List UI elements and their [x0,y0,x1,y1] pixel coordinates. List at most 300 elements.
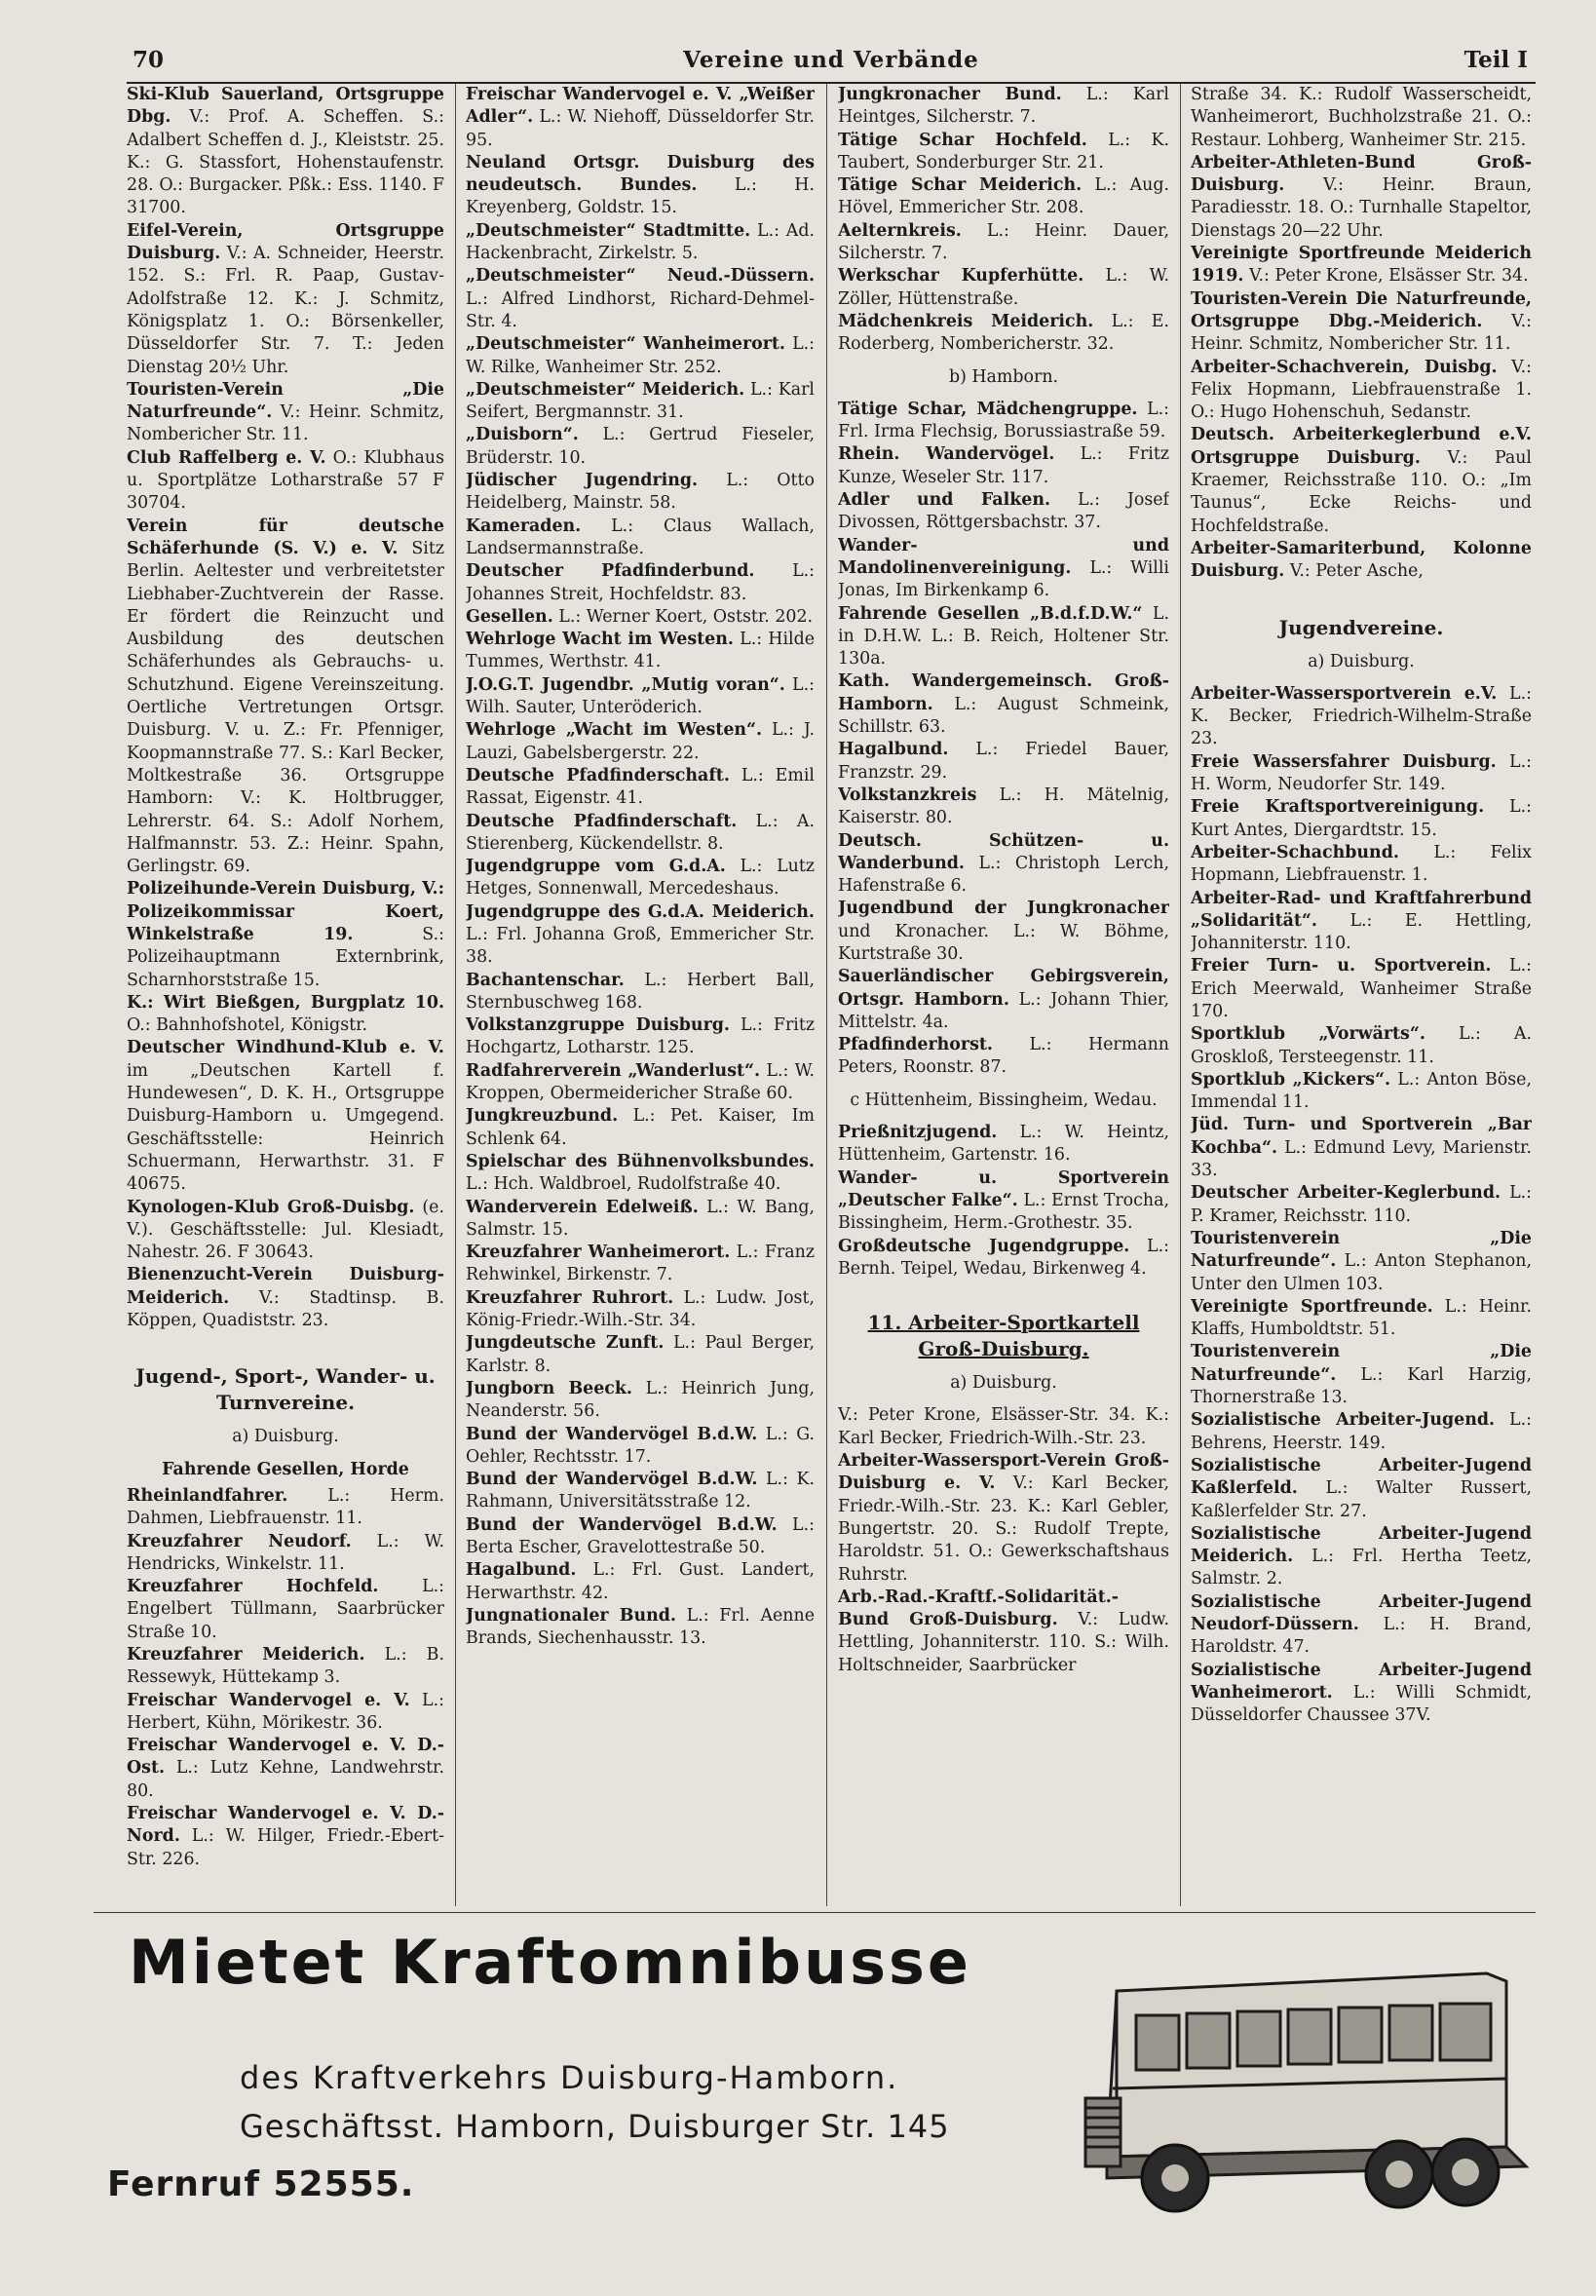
entry-name: Sportklub „Vorwärts“. [1191,1024,1425,1045]
entry-name: Hagalbund. [838,740,949,760]
entry-name: Deutsche Pfadfinderschaft. [466,811,738,831]
entry-name: Vereinigte Sportfreunde. [1191,1296,1433,1317]
directory-entry [1191,1228,1532,1296]
entry-details: L.: Herbert Ball, Sternbuschweg 168. [466,970,815,1013]
entry-name: Touristenverein „Die Naturfreunde“. [1191,1228,1532,1272]
entry-name: Deutscher Windhund-Klub e. V. [127,1038,444,1058]
directory-entry [466,1514,815,1560]
directory-entry [1191,888,1532,956]
directory-entry [838,311,1169,357]
entry-name: Aelternkreis. [838,220,962,241]
entry-details: L.: H. Mätelnig, Kaiserstr. 80. [838,784,1169,828]
advertisement [94,1912,1536,2244]
entry-name: Eifel-Verein, Ortsgruppe Duisburg. [127,220,444,264]
directory-entry [127,1197,444,1265]
entry-details: V.: Karl Becker, Friedr.-Wilh.-Str. 23. K.: Karl Gebler, Bungertstr. 20. S.: Rudolf Trepte, Haroldstr. 51. O.: Gewerkschaftshaus Ruhrstr. [838,1473,1169,1585]
entry-details: L.: J. Lauzi, Gabelsbergerstr. 22. [466,720,815,763]
entry-name: „Deutschmeister“ Stadtmitte. [466,220,751,241]
entry-details: V.: Stadtinsp. B. Köppen, Quadiststr. 23. [127,1287,444,1331]
directory-entry [1191,152,1532,243]
entry-name: Bund der Wandervögel B.d.W. [466,1424,758,1444]
page-number: 70 [133,47,165,73]
entry-name: Arbeiter-Rad- und Kraftfahrerbund „Solidarität“. [1191,888,1532,931]
entry-name: Jugendbund der Jungkronacher [838,899,1169,919]
page-header [127,47,1536,84]
entry-name: Ski-Klub Sauerland, Ortsgruppe Dbg. [127,85,444,128]
entry-name: Verein für deutsche Schäferhunde (S. V.) e. V. [127,516,444,558]
column-rule [1180,84,1181,1906]
entry-name: K.: Wirt Bießgen, Burgplatz 10. [127,992,444,1013]
directory-entry [127,1485,444,1531]
entry-name: Wanderverein Edelweiß. [466,1197,699,1217]
entry-details: L.: H. Brand, Haroldstr. 47. [1191,1615,1532,1658]
directory-entry [466,516,815,561]
entry-name: Volkstanzgruppe Duisburg. [466,1015,730,1036]
entry-name: „Deutschmeister“ Wanheimerort. [466,334,785,355]
entry-details: L.: Frl. Hertha Teetz, Salmstr. 2. [1191,1547,1532,1589]
entry-details: L.: Ludw. Jost, König-Friedr.-Wilh.-Str. 34. [466,1287,815,1331]
entry-details: L.: H. Worm, Neudorfer Str. 149. [1191,751,1532,795]
ad-company: des Kraftverkehrs Duisburg-Hamborn. [240,2059,899,2096]
entry-name: Arbeiter-Wassersport-Verein Groß-Duisburg e. V. [838,1451,1169,1494]
entry-details: L.: W. Rilke, Wanheimer Str. 252. [466,334,815,377]
entry-name: Hagalbund. [466,1560,577,1581]
entry-name: Großdeutsche Jugendgruppe. [838,1236,1130,1256]
entry-name: Wander- und Mandolinenvereinigung. [838,535,1169,578]
directory-entry [1191,1341,1532,1409]
entry-name: Sauerländischer Gebirgsverein, Ortsgr. Hamborn. [838,967,1169,1010]
directory-entry [838,399,1169,444]
entry-details: L.: W. Bang, Salmstr. 15. [466,1197,815,1240]
directory-entry [466,1242,815,1287]
entry-details: L.: Friedel Bauer, Franzstr. 29. [838,740,1169,783]
entry-details: L.: Johann Thier, Mittelstr. 4a. [838,989,1169,1032]
directory-entry [838,1122,1169,1167]
entry-name: Wehrloge Wacht im Westen. [466,630,734,650]
entry-details: V.: Ludw. Hettling, Johanniterstr. 110. S.: Wilh. Holtschneider, Saarbrücker [838,1610,1169,1675]
entry-name: Arbeiter-Samariterbund, Kolonne Duisburg. [1191,538,1532,582]
directory-entry [127,1531,444,1577]
entry-details: V.: Heinr. Schmitz, Nombericher Str. 11. [127,402,444,445]
directory-entry [466,379,815,425]
entry-name: Freie Wassersfahrer Duisburg. [1191,751,1497,772]
directory-entry [466,333,815,379]
entry-name: Sozialistische Arbeiter-Jugend Kaßlerfeld. [1191,1455,1532,1499]
directory-entry [466,1060,815,1106]
entry-name: Jungdeutsche Zunft. [466,1333,665,1354]
directory-entry [838,220,1169,266]
entry-details: L.: K. Taubert, Sonderburger Str. 21. [838,130,1169,172]
entry-name: Club Raffelberg e. V. [127,447,326,468]
directory-entry [127,1690,444,1736]
entry-details: L.: B. Ressewyk, Hüttekamp 3. [127,1645,444,1688]
entry-name: Deutscher Arbeiter-Keglerbund. [1191,1183,1501,1204]
entry-name: Arbeiter-Athleten-Bund Groß-Duisburg. [1191,152,1532,196]
section-heading: Jugendvereine. [1278,615,1444,639]
directory-entry [1191,288,1532,357]
running-title: Vereine und Verbände [683,47,979,73]
directory-entry [838,1404,1169,1450]
entry-details: L.: K. Becker, Friedrich-Wilhelm-Straße 23. [1191,683,1532,749]
entry-name: „Deutschmeister“ Meiderich. [466,379,745,400]
entry-name: Sozialistische Arbeiter-Jugend Meiderich. [1191,1523,1532,1567]
entry-name: Sozialistische Arbeiter-Jugend Wanheimerort. [1191,1660,1532,1703]
directory-entry [466,1559,815,1605]
entry-details: L.: Frl. Irma Flechsig, Borussiastraße 59. [838,399,1169,442]
entry-details: S.: Polizeihauptmann Externbrink, Scharnhorststraße 15. [127,924,444,990]
directory-entry [127,84,444,220]
directory-entry [838,1236,1169,1282]
entry-details: L.: Karl Seifert, Bergmannstr. 31. [466,379,815,423]
entry-name: Deutsch. Schützen- u. Wanderbund. [838,830,1169,873]
entry-name: Sozialistische Arbeiter-Jugend Neudorf-Düssern. [1191,1591,1532,1634]
directory-entry [466,1469,815,1514]
entry-details: L.: Walter Russert, Kaßlerfelder Str. 27. [1191,1478,1532,1521]
bus-illustration [1078,1923,1536,2235]
entry-details: L.: K. Rahmann, Universitätsstraße 12. [466,1470,815,1512]
directory-entry [1191,796,1532,842]
entry-details: V.: A. Schneider, Heerstr. 152. S.: Frl. R. Paap, Gustav-Adolfstraße 12. K.: J. Schmitz, Königsplatz 1. O.: Börsenkeller, Düsseldorfer Str. 7. T.: Jeden Dienstag 20½ Uhr. [127,244,444,377]
directory-entry [838,265,1169,311]
directory-entry [1191,538,1532,584]
entry-name: Volkstanzkreis [838,784,977,805]
entry-details: L.: Kurt Antes, Diergardtstr. 15. [1191,797,1532,840]
entry-details: L.: G. Oehler, Rechtsstr. 17. [466,1424,815,1467]
directory-entry [127,992,444,1038]
entry-details: V.: Heinr. Braun, Paradiesstr. 18. O.: Turnhalle Stapeltor, Dienstags 20—22 Uhr. [1191,175,1532,241]
directory-entry [466,1378,815,1424]
directory-entry [466,1605,815,1651]
directory-entry [466,84,815,152]
section-heading: Jugend-, Sport-, Wander- u. Turnvereine. [135,1364,436,1415]
column-rule [826,84,827,1906]
entry-details: L.: Aug. Hövel, Emmericher Str. 208. [838,175,1169,218]
entry-details: L.: Gertrud Fieseler, Brüderstr. 10. [466,425,815,468]
column-3 [838,84,1169,1906]
entry-name: Bachantenschar. [466,970,625,990]
directory-entry [466,970,815,1015]
directory-entry [1191,955,1532,1023]
entry-details: L.: Willi Schmidt, Düsseldorfer Chaussee 37V. [1191,1682,1532,1726]
entry-details: L.: Anton Böse, Immendal 11. [1191,1069,1532,1113]
directory-entry [466,606,815,629]
entry-name: Deutscher Pfadfinderbund. [466,561,755,582]
entry-name: Jüd. Turn- und Sportverein „Bar Kochba“. [1191,1115,1532,1158]
entry-name: Freischar Wandervogel e. V. D.-Nord. [127,1804,444,1847]
directory-entry [1191,842,1532,888]
entry-name: Touristenverein „Die Naturfreunde“. [1191,1342,1532,1385]
entry-details: L.: W. Heintz, Hüttenheim, Gartenstr. 16. [838,1123,1169,1166]
directory-entry [127,1037,444,1196]
entry-details: L.: Ad. Hackenbracht, Zirkelstr. 5. [466,220,815,264]
directory-entry [1191,1296,1532,1342]
entry-name: Freier Turn- u. Sportverein. [1191,956,1492,976]
entry-name: Freie Kraftsportvereinigung. [1191,797,1485,818]
entry-name: Sozialistische Arbeiter-Jugend. [1191,1410,1496,1431]
entry-name: Arb.-Rad.-Kraftf.-Solidarität.-Bund Groß-Duisburg. [838,1587,1120,1630]
column-2 [466,84,815,1906]
entry-name: Jungborn Beeck. [466,1378,632,1398]
directory-entry [1191,357,1532,425]
directory-entry [838,443,1169,489]
entry-details: L.: Bernh. Teipel, Wedau, Birkenweg 4. [838,1236,1169,1279]
entry-details: L.: Werner Koert, Oststr. 202. [552,606,814,627]
directory-entry [466,424,815,470]
directory-entry [466,811,815,857]
directory-entry [1191,683,1532,751]
directory-entry [127,516,444,879]
entry-name: Bund der Wandervögel B.d.W. [466,1514,778,1535]
directory-entry [838,174,1169,220]
entry-details: L.: Heinr. Dauer, Silcherstr. 7. [838,220,1169,264]
entry-details: L.: Wilh. Sauter, Unteröderich. [466,674,815,718]
entry-name: Adler und Falken. [838,490,1051,511]
entry-details: (e. V.). Geschäftsstelle: Jul. Klesiadt, Nahestr. 26. F 30643. [127,1197,444,1263]
entry-name: Pfadfinderhorst. [838,1035,993,1055]
entry-details: L.: Josef Divossen, Röttgersbachstr. 37. [838,490,1169,533]
entry-details: L.: W. Hilger, Friedr.-Ebert-Str. 226. [127,1826,444,1869]
entry-name: Arbeiter-Wassersportverein e.V. [1191,683,1498,704]
ad-phone: Fernruf 52555. [107,2164,415,2204]
directory-entry [1191,1182,1532,1228]
entry-details: L.: Alfred Lindhorst, Richard-Dehmel-Str. 4. [466,288,815,331]
entry-name: Kreuzfahrer Hochfeld. [127,1577,379,1597]
directory-entry [1191,1660,1532,1728]
directory-entry [466,901,815,970]
entry-name: Kreuzfahrer Ruhrort. [466,1287,674,1308]
entry-details: L.: Lutz Hetges, Sonnenwall, Mercedeshaus. [466,857,815,899]
entry-name: Freischar Wandervogel e. V. „Weißer Adler“. [466,85,815,128]
entry-details: L.: Emil Rassat, Eigenstr. 41. [466,765,815,809]
entry-details: L.: Berta Escher, Gravelottestraße 50. [466,1514,815,1557]
entry-details: L.: Frl. Johanna Groß, Emmericher Str. 38. [466,924,815,968]
entry-name: Mädchenkreis Meiderich. [838,311,1094,331]
entry-name: Gesellen. [466,606,553,627]
directory-entry [1191,1523,1532,1591]
section-heading: 11. Arbeiter-Sportkartell Groß-Duisburg. [867,1311,1140,1361]
entry-name: Tätige Schar Hochfeld. [838,130,1087,150]
directory-entry [466,560,815,606]
entry-details: L.: Frl. Gust. Landert, Herwarthstr. 42. [466,1560,815,1603]
entry-details: L.: Hch. Waldbroel, Rudolfstraße 40. [466,1174,781,1195]
entry-details: L.: Herm. Dahmen, Liebfrauenstr. 11. [127,1485,444,1529]
entry-details: V.: Peter Krone, Elsässer-Str. 34. K.: Karl Becker, Friedrich-Wilh.-Str. 23. [838,1405,1169,1448]
directory-entry [1191,1455,1532,1523]
entry-details: L.: W. Niehoff, Düsseldorfer Str. 95. [466,107,815,150]
entry-name: Radfahrerverein „Wanderlust“. [466,1060,761,1081]
directory-entry [838,1587,1169,1677]
directory-entry [1191,424,1532,537]
entry-details: V.: Paul Kraemer, Reichsstraße 110. O.: „Im Taunus“, Ecke Reichs- und Hochfeldstraße. [1191,447,1532,536]
entry-details: L.: Paul Berger, Karlstr. 8. [466,1333,815,1376]
entry-details: L.: Hermann Peters, Roonstr. 87. [838,1035,1169,1078]
entry-details: L.: Frl. Aenne Brands, Siechenhausstr. 13. [466,1605,815,1649]
entry-details: L.: E. Roderberg, Nombericherstr. 32. [838,311,1169,355]
directory-entry [466,470,815,516]
entry-details: V.: Heinr. Schmitz, Nombericher Str. 11. [1191,311,1532,355]
entry-name: Werkschar Kupferhütte. [838,266,1084,287]
directory-entry [1191,1023,1532,1069]
entry-details: L.: Erich Meerwald, Wanheimer Straße 170. [1191,956,1532,1021]
subsection-heading: c Hüttenheim, Bissingheim, Wedau. [850,1090,1158,1110]
entry-details: L.: A. Groskloß, Tersteegenstr. 11. [1191,1024,1532,1067]
entry-details: L.: Karl Heintges, Silcherstr. 7. [838,85,1169,128]
directory-entry [127,1803,444,1871]
entry-name: Kameraden. [466,516,582,536]
entry-details: L.: Edmund Levy, Marienstr. 33. [1191,1137,1532,1181]
entry-name: Polizeihunde-Verein Duisburg, V.: Polizeikommissar Koert, Winkelstraße 19. [127,879,444,944]
entry-name: Jugendgruppe vom G.d.A. [466,857,726,877]
directory-entry [1191,751,1532,797]
entry-details: L.: Christoph Lerch, Hafenstraße 6. [838,853,1169,897]
entry-details: V.: Prof. A. Scheffen. S.: Adalbert Scheffen d. J., Kleiststr. 25. K.: G. Stassfort, Hohenstaufenstr. 28. O.: Burgacker. Pßk.: Ess. 1140. F 31700. [127,107,444,218]
directory-entry [838,1450,1169,1587]
directory-entry [466,220,815,266]
entry-name: Jungnationaler Bund. [466,1605,676,1626]
directory-entry [1191,1069,1532,1115]
part-label: Teil I [1463,47,1528,73]
directory-entry [1191,1591,1532,1660]
entry-details: im „Deutschen Kartell f. Hundewesen“, D. K. H., Ortsgruppe Duisburg-Hamborn u. Umgegend. Geschäftsstelle: Heinrich Schuermann, Herwarthstr. 31. F 40675. [127,1060,444,1195]
entry-name: Spielschar des Bühnenvolksbundes. [466,1151,815,1171]
directory-entry [127,1644,444,1690]
directory-entry [838,603,1169,671]
entry-details: L.: W. Kroppen, Obermeidericher Straße 60. [466,1060,815,1104]
entry-name: Kreuzfahrer Meiderich. [127,1645,365,1665]
subsection-heading: a) Duisburg. [1308,651,1415,671]
column-4 [1191,84,1532,1906]
entry-name: Jungkronacher Bund. [838,85,1062,104]
directory-entry [466,856,815,901]
directory-entry [838,739,1169,784]
subsection-heading: a) Duisburg. [232,1427,339,1447]
entry-details: L.: August Schmeink, Schillstr. 63. [838,694,1169,738]
entry-details: O.: Bahnhofshotel, Königstr. [127,1015,368,1036]
entry-details: L.: A. Stierenberg, Kückendellstr. 8. [466,811,815,854]
directory-entry [466,152,815,220]
ad-address: Geschäftsst. Hamborn, Duisburger Str. 145 [240,2108,950,2145]
directory-entry [838,898,1169,966]
entry-details: L.: Fritz Kunze, Weseler Str. 117. [838,444,1169,487]
entry-details: L.: H. Kreyenberg, Goldstr. 15. [466,175,815,218]
ad-headline: Mietet Kraftomnibusse [129,1927,971,1998]
entry-name: Tätige Schar Meiderich. [838,175,1083,196]
directory-entry [1191,1114,1532,1182]
entry-name: Freischar Wandervogel e. V. [127,1690,410,1710]
entry-details: und Kronacher. L.: W. Böhme, Kurtstraße 30. [838,921,1169,964]
directory-entry [838,1034,1169,1080]
directory-entry [466,1014,815,1060]
entry-name: Touristen-Verein Die Naturfreunde, Ortsgruppe Dbg.-Meiderich. [1191,288,1532,331]
entry-details: Straße 34. K.: Rudolf Wasserscheidt, Wanheimerort, Buchholzstraße 21. O.: Restaur. Lohberg, Wanheimer Str. 215. [1191,85,1532,150]
entry-details: L.: Felix Hopmann, Liebfrauenstr. 1. [1191,842,1532,886]
entry-details: L.: Herbert, Kühn, Mörikestr. 36. [127,1690,444,1733]
entry-name: Rheinlandfahrer. [127,1485,288,1506]
entry-details: Sitz Berlin. Aeltester und verbreitetster Liebhaber-Zuchtverein der Rasse. Er fördert die Reinzucht und Ausbildung des deutschen Schäferhundes als Gebrauchs- u. Schutzhund. Eigene Vereinszeitung. Oertliche Vertretungen Ortsgr. Duisburg. V. u. Z.: Fr. Pfenniger, Koopmannstraße 77. S.: Karl Becker, Moltkestraße 36. Ortsgruppe Hamborn: V.: K. Holtbrugger, Lehrerstr. 64. S.: Adolf Norhem, Halfmannstr. 53. Z.: Heinr. Spahn, Gerlingstr. 69. [127,538,444,877]
directory-entry [838,1167,1169,1236]
directory-entry [838,130,1169,175]
entry-name: Rhein. Wandervögel. [838,444,1055,465]
directory-entry [466,1197,815,1243]
directory-entry [838,535,1169,603]
entry-details: L.: Pet. Kaiser, Im Schlenk 64. [466,1106,815,1149]
entry-name: „Duisborn“. [466,425,579,445]
entry-name: Vereinigte Sportfreunde Meiderich 1919. [1191,244,1532,287]
directory-entry [466,674,815,720]
entry-name: Sportklub „Kickers“. [1191,1069,1391,1090]
entry-details: L.: Heinr. Klaffs, Humboldtstr. 51. [1191,1296,1532,1340]
entry-details: L.: Lutz Kehne, Landwehrstr. 80. [127,1758,444,1801]
entry-name: Bienenzucht-Verein Duisburg-Meiderich. [127,1265,444,1308]
entry-details: L.: P. Kramer, Reichsstr. 110. [1191,1183,1532,1226]
directory-entry [127,1264,444,1332]
entry-name: Arbeiter-Schachbund. [1191,842,1399,862]
directory-entry [1191,84,1532,152]
directory-entry [838,784,1169,830]
directory-entry [466,1105,815,1151]
directory-entry [466,719,815,765]
entry-details: L.: Fritz Hochgartz, Lotharstr. 125. [466,1015,815,1058]
entry-details: O.: Klubhaus u. Sportplätze Lotharstraße 57 F 30704. [127,447,444,514]
directory-entry [838,670,1169,739]
entry-details: L.: Johannes Streit, Hochfeldstr. 83. [466,561,815,604]
entry-name: Wehrloge „Wacht im Westen“. [466,720,763,741]
directory-entry [466,1151,815,1197]
directory-entry [127,447,444,516]
directory-entry [838,489,1169,535]
directory-entry [466,1332,815,1378]
entry-details: L.: E. Hettling, Johanniterstr. 110. [1191,910,1532,954]
entry-details: L. in D.H.W. L.: B. Reich, Holtener Str. 130a. [838,603,1169,670]
entry-name: Freischar Wandervogel e. V. D.-Ost. [127,1736,444,1779]
entry-name: Jungkreuzbund. [466,1106,619,1127]
entry-details: L.: Karl Harzig, Thornerstraße 13. [1191,1364,1532,1408]
directory-entry [466,765,815,811]
entry-name: Wander- u. Sportverein „Deutscher Falke“. [838,1167,1169,1210]
directory-entry [127,220,444,379]
directory-entry [466,1424,815,1470]
group-heading: Fahrende Gesellen, Horde [162,1459,409,1479]
entry-name: Deutsche Pfadfinderschaft. [466,765,730,785]
entry-name: Bund der Wandervögel B.d.W. [466,1470,758,1490]
directory-entry [127,1576,444,1644]
entry-name: Fahrende Gesellen „B.d.f.D.W.“ [838,603,1143,624]
entry-name: Jugendgruppe des G.d.A. Meiderich. [466,901,815,922]
entry-details: L.: W. Hendricks, Winkelstr. 11. [127,1531,444,1574]
entry-details: L.: Behrens, Heerstr. 149. [1191,1410,1532,1453]
entry-details: L.: Engelbert Tüllmann, Saarbrücker Straße 10. [127,1577,444,1642]
entry-name: Prießnitzjugend. [838,1123,998,1143]
column-1 [127,84,444,1906]
directory-entry [838,830,1169,899]
entry-name: Jüdischer Jugendring. [466,471,699,491]
entry-details: V.: Peter Krone, Elsässer Str. 34. [1243,266,1529,287]
entry-name: Kath. Wandergemeinsch. Groß-Hamborn. [838,671,1169,714]
directory-entry [838,84,1169,130]
column-rule [455,84,456,1906]
entry-details: L.: Ernst Trocha, Bissingheim, Herm.-Grothestr. 35. [838,1190,1169,1234]
directory-entry [127,878,444,991]
entry-details: V.: Peter Asche, [1284,561,1424,582]
directory-entry [127,379,444,447]
entry-name: Arbeiter-Schachverein, Duisbg. [1191,357,1498,377]
entry-details: L.: W. Zöller, Hüttenstraße. [838,266,1169,309]
entry-name: J.O.G.T. Jugendbr. „Mutig voran“. [466,674,785,695]
directory-entry [466,1287,815,1333]
entry-name: Kreuzfahrer Wanheimerort. [466,1243,731,1263]
entry-name: Kreuzfahrer Neudorf. [127,1531,352,1551]
entry-details: V.: Felix Hopmann, Liebfrauenstraße 1. O.: Hugo Hohenschuh, Sedanstr. [1191,357,1532,423]
